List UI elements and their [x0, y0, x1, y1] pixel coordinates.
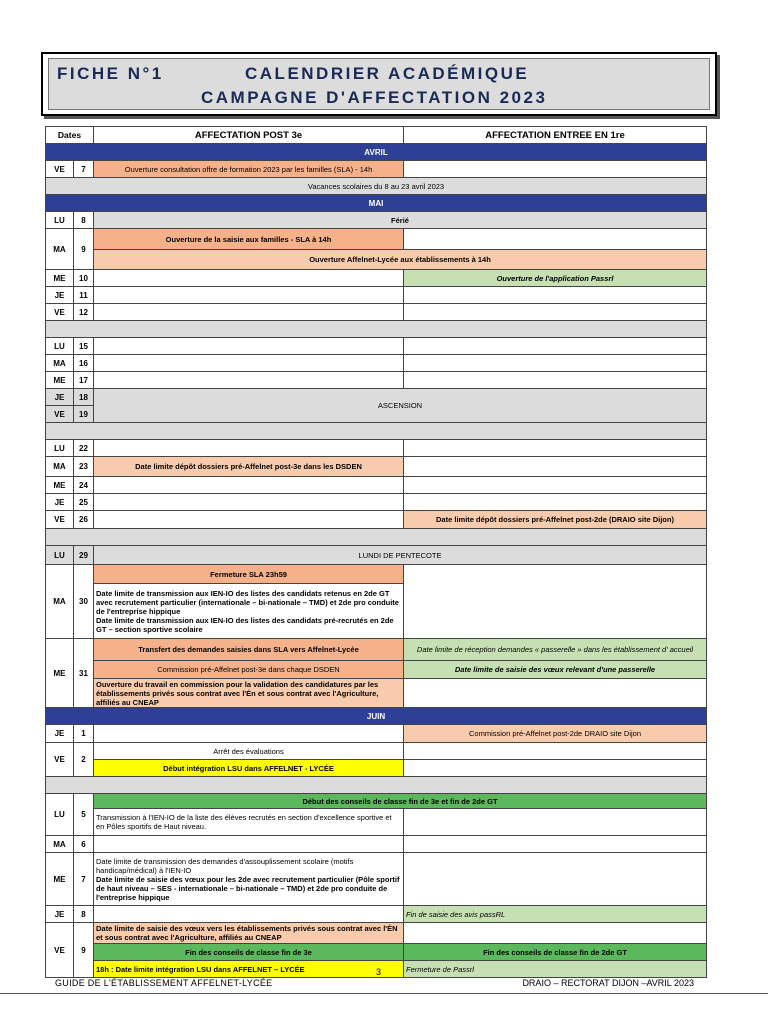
event-cell: Début intégration LSU dans AFFELNET - LYCÉE	[94, 760, 404, 777]
day-label: VE	[46, 161, 74, 178]
table-row	[46, 178, 707, 195]
day-number: 29	[74, 546, 94, 565]
table-row	[46, 794, 707, 809]
table-row	[46, 457, 707, 477]
month-label: JUIN	[46, 708, 707, 725]
table-row	[46, 809, 707, 836]
day-label: MA	[46, 229, 74, 270]
table-row	[46, 546, 707, 565]
event-cell	[94, 853, 404, 906]
empty-cell	[94, 287, 404, 304]
table-row	[46, 355, 707, 372]
day-label: LU	[46, 440, 74, 457]
holiday-banner: ASCENSION	[94, 389, 707, 423]
day-number: 31	[74, 639, 94, 708]
empty-cell	[404, 809, 707, 836]
event-cell	[94, 584, 404, 639]
table-row	[46, 161, 707, 178]
empty-cell	[404, 477, 707, 494]
empty-cell	[94, 725, 404, 743]
empty-cell	[404, 565, 707, 639]
holiday-banner: LUNDI DE PENTECOTE	[94, 546, 707, 565]
empty-cell	[94, 511, 404, 529]
day-number: 8	[74, 906, 94, 923]
event-cell: Transmission à l'IEN-IO de la liste des élèves recrutés en section d'excellence sportive et en Pôles sportifs de Haut niveau.	[94, 809, 404, 836]
day-number: 10	[74, 270, 94, 287]
day-number: 12	[74, 304, 94, 321]
day-label: VE	[46, 511, 74, 529]
day-label: JE	[46, 906, 74, 923]
table-row	[46, 661, 707, 679]
day-label: VE	[46, 743, 74, 777]
day-label: ME	[46, 372, 74, 389]
empty-cell	[404, 679, 707, 708]
table-row	[46, 229, 707, 250]
empty-cell	[94, 906, 404, 923]
empty-cell	[94, 494, 404, 511]
empty-cell	[404, 923, 707, 944]
table-row	[46, 304, 707, 321]
day-number: 9	[74, 229, 94, 270]
empty-cell	[404, 161, 707, 178]
event-cell: Ouverture de l'application Passrl	[404, 270, 707, 287]
month-row	[46, 195, 707, 212]
event-cell: Fin de saisie des avis passRL	[404, 906, 707, 923]
day-number: 26	[74, 511, 94, 529]
day-label: JE	[46, 287, 74, 304]
event-text: Date limite de saisie des vœux pour les 2de avec recrutement particulier (Pôle sportif de haut niveau – SES - internationale – bi-nationale – TMD) et 2de pro conduite de l'entreprise hippique	[96, 874, 400, 902]
day-number: 5	[74, 794, 94, 836]
day-number: 18	[74, 389, 94, 406]
empty-cell	[94, 836, 404, 853]
day-number: 11	[74, 287, 94, 304]
empty-cell	[404, 760, 707, 777]
empty-cell	[94, 477, 404, 494]
empty-cell	[404, 743, 707, 760]
event-cell: Ouverture du travail en commission pour la validation des candidatures par les établissements privés sous contrat avec l'Én et sous contrat avec l'Agriculture, affiliés au CNEAP	[94, 679, 404, 708]
title-box	[41, 52, 717, 116]
page-number: 3	[376, 967, 382, 977]
event-cell: Arrêt des évaluations	[94, 743, 404, 760]
day-label: ME	[46, 639, 74, 708]
table-row	[46, 760, 707, 777]
title-inner	[48, 58, 710, 110]
day-label: MA	[46, 836, 74, 853]
table-row	[46, 906, 707, 923]
event-text: Date limite de transmission des demandes d'assouplissement scolaire (motifs handicap/médical) à l'IEN-IO	[96, 856, 354, 875]
empty-cell	[94, 355, 404, 372]
empty-cell	[404, 440, 707, 457]
table-row	[46, 836, 707, 853]
day-number: 2	[74, 743, 94, 777]
table-row	[46, 944, 707, 961]
day-label: MA	[46, 457, 74, 477]
day-label: LU	[46, 794, 74, 836]
empty-cell	[404, 457, 707, 477]
table-row	[46, 743, 707, 760]
day-label: MA	[46, 565, 74, 639]
table-header	[46, 127, 707, 144]
table-row	[46, 853, 707, 906]
table-row	[46, 639, 707, 661]
empty-cell	[94, 440, 404, 457]
table-row	[46, 250, 707, 270]
event-cell: Début des conseils de classe fin de 3e et fin de 2de GT	[94, 794, 707, 809]
week-gap	[46, 321, 707, 338]
day-label: JE	[46, 494, 74, 511]
table-row	[46, 270, 707, 287]
day-label: VE	[46, 304, 74, 321]
empty-cell	[404, 287, 707, 304]
col-dates: Dates	[46, 127, 94, 144]
holiday-banner: Férié	[94, 212, 707, 229]
event-cell: Date limite de réception demandes « passerelle » dans les établissement d' accueil	[404, 639, 707, 661]
day-label: ME	[46, 477, 74, 494]
month-label: MAI	[46, 195, 707, 212]
event-text: Date limite de transmission aux IEN-IO des listes des candidats pré-recrutés en 2de GT – section sportive scolaire	[96, 615, 394, 634]
week-gap	[46, 529, 707, 546]
day-number: 8	[74, 212, 94, 229]
table-row	[46, 565, 707, 584]
event-cell: 18h : Date limite intégration LSU dans AFFELNET – LYCÉE	[94, 961, 404, 978]
event-cell: Transfert des demandes saisies dans SLA vers Affelnet-Lycée	[94, 639, 404, 661]
event-cell: Ouverture de la saisie aux familles - SLA à 14h	[94, 229, 404, 250]
day-label: ME	[46, 270, 74, 287]
month-row	[46, 708, 707, 725]
day-number: 16	[74, 355, 94, 372]
day-number: 23	[74, 457, 94, 477]
event-cell: Fin des conseils de classe fin de 2de GT	[404, 944, 707, 961]
event-cell: Ouverture Affelnet-Lycée aux établissements à 14h	[94, 250, 707, 270]
table-row	[46, 477, 707, 494]
empty-cell	[404, 355, 707, 372]
day-label: VE	[46, 406, 74, 423]
day-number: 25	[74, 494, 94, 511]
table-row	[46, 511, 707, 529]
table-row	[46, 679, 707, 708]
day-number: 19	[74, 406, 94, 423]
event-cell: Fin des conseils de classe fin de 3e	[94, 944, 404, 961]
event-cell: Fermeture de Passrl	[404, 961, 707, 978]
day-number: 22	[74, 440, 94, 457]
col-post3: AFFECTATION POST 3e	[94, 127, 404, 144]
day-number: 6	[74, 836, 94, 853]
empty-cell	[404, 836, 707, 853]
event-cell: Commission pré-Affelnet post-3e dans chaque DSDEN	[94, 661, 404, 679]
event-cell: Commission pré-Affelnet post-2de DRAIO site Dijon	[404, 725, 707, 743]
day-number: 7	[74, 853, 94, 906]
footer-source: DRAIO – RECTORAT DIJON –AVRIL 2023	[522, 978, 694, 988]
event-text: Date limite de transmission aux IEN-IO des listes des candidats retenus en 2de GT avec recrutement particulier (internationale – bi-nationale – TMD) et 2de pro conduite de l'entreprise hippique	[96, 588, 399, 616]
table-row	[46, 287, 707, 304]
table-row	[46, 923, 707, 944]
day-label: MA	[46, 355, 74, 372]
empty-cell	[404, 494, 707, 511]
empty-cell	[94, 338, 404, 355]
day-label: JE	[46, 725, 74, 743]
week-gap	[46, 777, 707, 794]
empty-cell	[404, 853, 707, 906]
day-label: LU	[46, 338, 74, 355]
day-number: 24	[74, 477, 94, 494]
month-row	[46, 144, 707, 161]
table-row	[46, 440, 707, 457]
day-number: 17	[74, 372, 94, 389]
event-cell: Fermeture SLA 23h59	[94, 565, 404, 584]
footer-guide: GUIDE DE L'ÉTABLISSEMENT AFFELNET-LYCÉE	[55, 978, 273, 988]
empty-cell	[404, 338, 707, 355]
event-cell: Date limite dépôt dossiers pré-Affelnet post-3e dans les DSDEN	[94, 457, 404, 477]
col-entree1: AFFECTATION ENTREE EN 1re	[404, 127, 707, 144]
page-subtitle: CAMPAGNE D'AFFECTATION 2023	[201, 88, 548, 107]
day-number: 9	[74, 923, 94, 978]
calendar-table	[45, 126, 707, 978]
day-number: 1	[74, 725, 94, 743]
empty-cell	[94, 372, 404, 389]
table-row	[46, 212, 707, 229]
empty-cell	[404, 372, 707, 389]
month-label: AVRIL	[46, 144, 707, 161]
event-cell: Ouverture consultation offre de formation 2023 par les familles (SLA) - 14h	[94, 161, 404, 178]
table-row	[46, 389, 707, 406]
week-gap	[46, 423, 707, 440]
empty-cell	[404, 304, 707, 321]
empty-cell	[94, 304, 404, 321]
empty-cell	[404, 229, 707, 250]
holiday-banner: Vacances scolaires du 8 au 23 avril 2023	[46, 178, 707, 195]
table-row	[46, 494, 707, 511]
day-number: 7	[74, 161, 94, 178]
day-number: 30	[74, 565, 94, 639]
day-label: ME	[46, 853, 74, 906]
day-label: VE	[46, 923, 74, 978]
day-label: JE	[46, 389, 74, 406]
table-row	[46, 725, 707, 743]
empty-cell	[94, 270, 404, 287]
day-number: 15	[74, 338, 94, 355]
day-label: LU	[46, 546, 74, 565]
event-cell: Date limite de saisie des vœux relevant d'une passerelle	[404, 661, 707, 679]
footer-divider	[0, 993, 768, 994]
table-row	[46, 338, 707, 355]
page-title: CALENDRIER ACADÉMIQUE	[245, 64, 530, 83]
day-label: LU	[46, 212, 74, 229]
event-cell: Date limite dépôt dossiers pré-Affelnet post-2de (DRAIO site Dijon)	[404, 511, 707, 529]
table-row	[46, 372, 707, 389]
fiche-number: FICHE N°1	[57, 64, 164, 83]
event-cell: Date limite de saisie des vœux vers les établissements privés sous contrat avec l'ÉN et sous contrat avec l'Agriculture, affiliés au CNEAP	[94, 923, 404, 944]
